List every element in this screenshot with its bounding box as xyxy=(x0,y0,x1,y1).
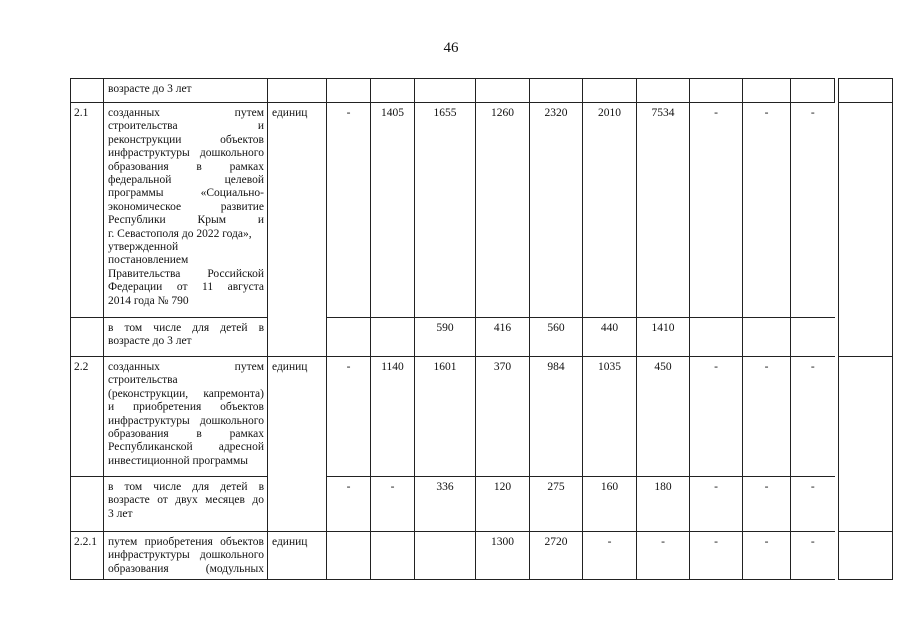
row-description: возрасте до 3 лет xyxy=(104,79,268,103)
row-description: созданных путем строительства и реконструкции объектов инфраструктуры дошкольного образования в рамках федеральной целевой программы «Социально- экономическое развитие Республики Крым и г. Севастополя до 2022 года», утвержденной постановлением Правительства Российской Федерации от 11 августа 2014 года № 790 xyxy=(104,103,268,318)
value-cell: - xyxy=(791,477,835,532)
value-cell xyxy=(371,318,415,357)
value-cell: 450 xyxy=(637,357,690,477)
value-cell: - xyxy=(743,477,791,532)
row-description: в том числе для детей в возрасте от двух месяцев до 3 лет xyxy=(104,477,268,532)
table-row xyxy=(71,477,893,532)
row-code: 2.2.1 xyxy=(71,532,104,580)
row-code: 2.1 xyxy=(71,103,104,318)
value-cell: 1300 xyxy=(476,532,530,580)
value-cell: 7534 xyxy=(637,103,690,318)
value-cell: - xyxy=(327,357,371,477)
value-cell: 2010 xyxy=(583,103,637,318)
value-cell xyxy=(791,318,835,357)
value-cell xyxy=(690,318,743,357)
row-description: путем приобретения объектов инфраструктуры дошкольного образования (модульных xyxy=(104,532,268,580)
value-cell: 370 xyxy=(476,357,530,477)
table-row xyxy=(71,357,893,477)
value-cell: 1655 xyxy=(415,103,476,318)
value-cell: 1410 xyxy=(637,318,690,357)
value-cell: - xyxy=(791,532,835,580)
unit-cell: единиц xyxy=(268,357,327,532)
value-cell: 1260 xyxy=(476,103,530,318)
value-cell: - xyxy=(791,103,835,318)
value-cell: - xyxy=(791,357,835,477)
value-cell: 336 xyxy=(415,477,476,532)
value-cell: 180 xyxy=(637,477,690,532)
value-cell: - xyxy=(690,357,743,477)
value-cell: - xyxy=(690,477,743,532)
row-description: созданных путем строительства (реконструкции, капремонта) и приобретения объектов инфраструктуры дошкольного образования в рамках Республиканской адресной инвестиционной программы xyxy=(104,357,268,477)
indicator-table xyxy=(70,78,893,580)
value-cell: - xyxy=(743,357,791,477)
table-row xyxy=(71,318,893,357)
value-cell: 440 xyxy=(583,318,637,357)
value-cell xyxy=(743,318,791,357)
value-cell: 1035 xyxy=(583,357,637,477)
value-cell: 1140 xyxy=(371,357,415,477)
table-row xyxy=(71,79,893,103)
value-cell: 160 xyxy=(583,477,637,532)
page-number: 46 xyxy=(443,40,459,56)
value-cell: - xyxy=(690,103,743,318)
value-cell: 590 xyxy=(415,318,476,357)
value-cell: - xyxy=(327,477,371,532)
row-description: в том числе для детей в возрасте до 3 лет xyxy=(104,318,268,357)
table-row xyxy=(71,103,893,318)
row-code: 2.2 xyxy=(71,357,104,477)
value-cell: - xyxy=(637,532,690,580)
value-cell: - xyxy=(690,532,743,580)
value-cell: 984 xyxy=(530,357,583,477)
unit-cell: единиц xyxy=(268,532,327,580)
value-cell: 2720 xyxy=(530,532,583,580)
value-cell xyxy=(327,318,371,357)
value-cell: 560 xyxy=(530,318,583,357)
value-cell: 2320 xyxy=(530,103,583,318)
value-cell: - xyxy=(743,103,791,318)
unit-cell: единиц xyxy=(268,103,327,357)
value-cell: - xyxy=(371,477,415,532)
value-cell: 275 xyxy=(530,477,583,532)
value-cell: 1601 xyxy=(415,357,476,477)
value-cell: - xyxy=(583,532,637,580)
value-cell: 1405 xyxy=(371,103,415,318)
value-cell xyxy=(415,532,476,580)
value-cell: - xyxy=(743,532,791,580)
value-cell: 120 xyxy=(476,477,530,532)
value-cell: - xyxy=(327,103,371,318)
table-row xyxy=(71,532,893,580)
value-cell xyxy=(327,532,371,580)
value-cell xyxy=(371,532,415,580)
value-cell: 416 xyxy=(476,318,530,357)
